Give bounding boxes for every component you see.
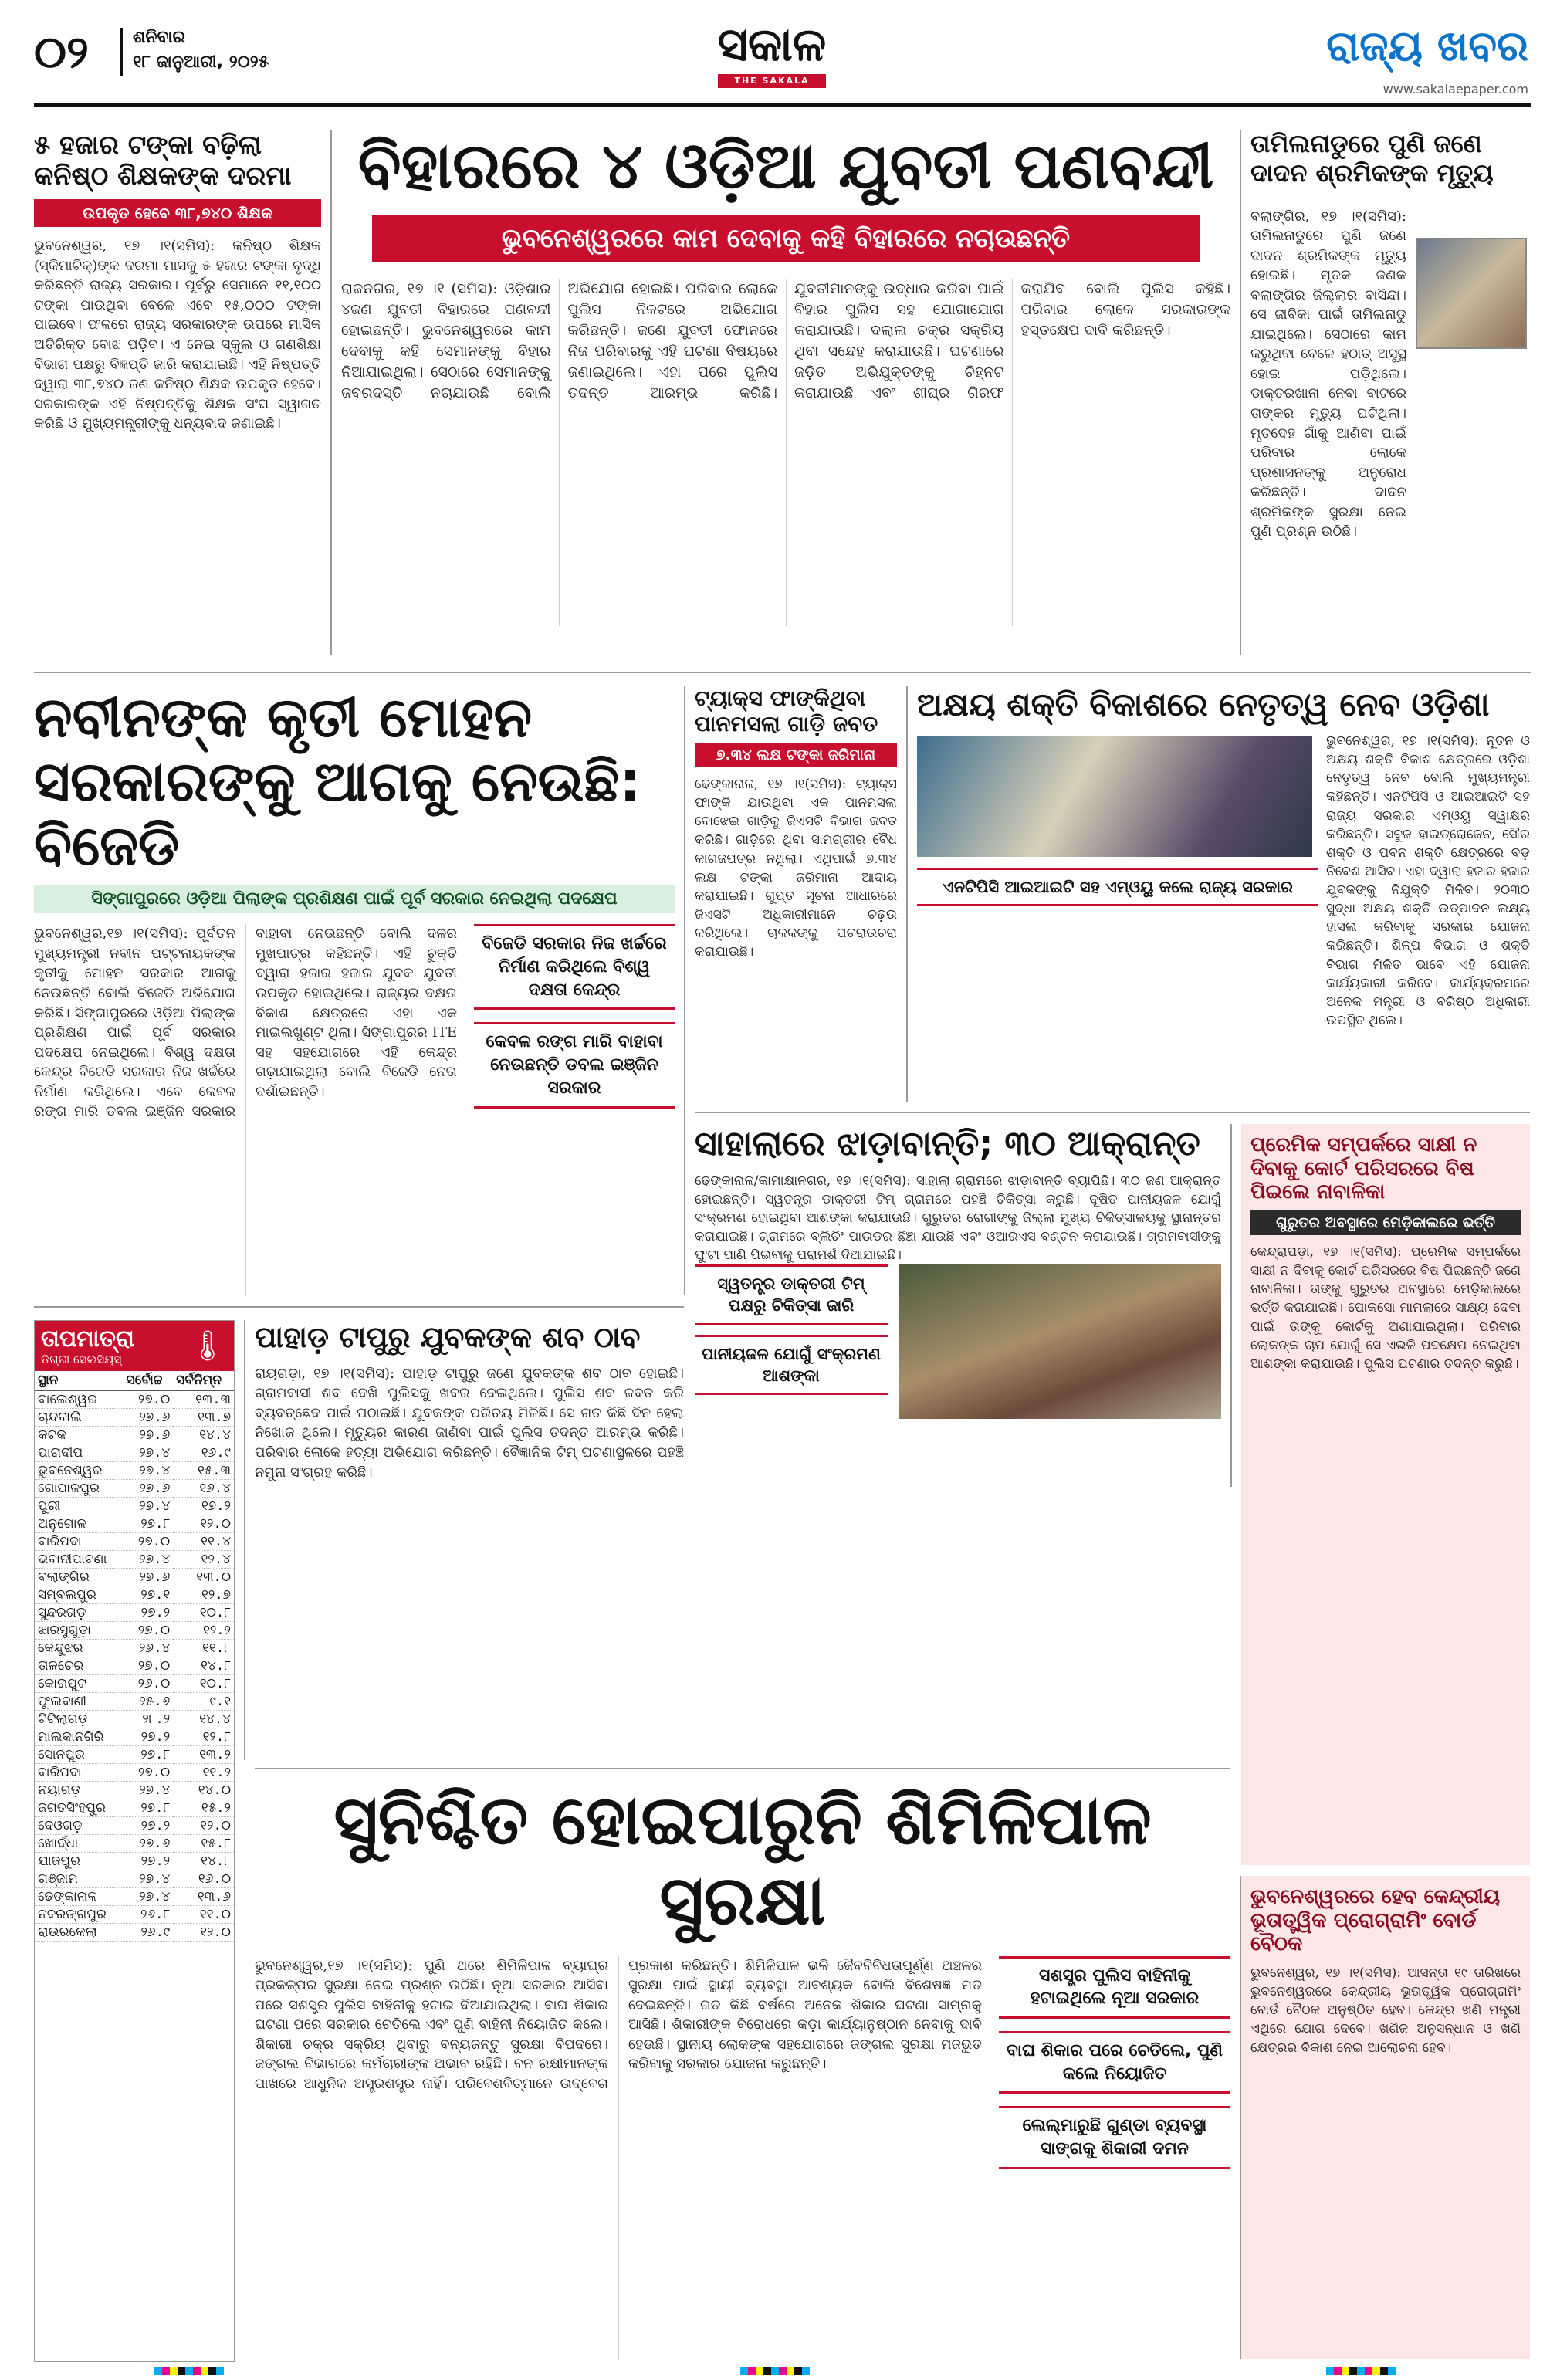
- min-cell: ୧୪.୮: [173, 1657, 234, 1675]
- place-cell: ବାଲେଶ୍ୱର: [35, 1390, 124, 1409]
- pullquote: କେବଳ ରଙ୍ଗ ମାରି ବାହାବା ନେଉଛନ୍ତି ଡବଲ ଇଞ୍ଜିନ ସରକାର: [474, 1022, 675, 1108]
- temperature-title: ତାପମାତ୍ରା: [41, 1325, 134, 1353]
- min-cell: ୧୩.୦: [173, 1569, 234, 1586]
- section-rule: [34, 1306, 684, 1308]
- place-cell: ଝାରସୁଗୁଡ଼ା: [35, 1622, 124, 1640]
- temperature-row: [35, 1640, 234, 1657]
- column-rule: [1240, 130, 1241, 655]
- section-rule: [255, 1768, 1230, 1769]
- max-cell: ୨୭.୬: [124, 1409, 174, 1427]
- column-rule: [244, 1320, 245, 1760]
- place-cell: ଭୁବନେଶ୍ୱର: [35, 1462, 124, 1480]
- place-cell: ବଲାଙ୍ଗିର: [35, 1569, 124, 1586]
- max-cell: ୨୭.୪: [124, 1462, 174, 1480]
- issue-day: ଶନିବାର: [133, 28, 186, 47]
- place-cell: ନବରଙ୍ଗପୁର: [35, 1906, 124, 1924]
- article-body: ଭୁବନେଶ୍ୱର,୧୭ ।୧(ସମିସ): ପୁଣି ଥରେ ଶିମିଳିପାଳ ବ୍ୟାଘ୍ର ପ୍ରକଳ୍ପର ସୁରକ୍ଷା ନେଇ ପ୍ରଶ୍ନ ଉଠିଛି। ନୂଆ ସରକାର ଆସିବା ପରେ ସଶସ୍ତ୍ର ପୁଲିସ ବାହିନୀକୁ ହଟାଇ ଦିଆଯାଇଥିଲା। ବାଘ ଶିକାର ଘଟଣା ପରେ ସରକାର ଚେତିଲେ ଏବଂ ପୁଣି ବାହିନୀ ନିୟୋଜିତ କଲେ। ଶିକାରୀ ଚକ୍ର ସକ୍ରିୟ ଥିବାରୁ ବନ୍ୟଜନ୍ତୁ ସୁରକ୍ଷା ବିପଦରେ। ଜଙ୍ଗଲ ବିଭାଗରେ କର୍ମଚାରୀଙ୍କ ଅଭାବ ରହିଛି। ବନ ରକ୍ଷୀମାନଙ୍କ ପାଖରେ ଆଧୁନିକ ଅସ୍ତ୍ରଶସ୍ତ୍ର ନାହିଁ। ପରିବେଶବିତ୍ମାନେ ଉଦ୍‌ବେଗ ପ୍ରକାଶ କରିଛନ୍ତି। ଶିମିଳିପାଳ ଭଳି ଜୈବବିବିଧତାପୂର୍ଣ୍ଣ ଅଞ୍ଚଳର ସୁରକ୍ଷା ପାଇଁ ସ୍ଥାୟୀ ବ୍ୟବସ୍ଥା ଆବଶ୍ୟକ ବୋଲି ବିଶେଷଜ୍ଞ ମତ ଦେଇଛନ୍ତି। ଗତ କିଛି ବର୍ଷରେ ଅନେକ ଶିକାର ଘଟଣା ସାମ୍ନାକୁ ଆସିଛି। ଶିକାରୀଙ୍କ ବିରୋଧରେ କଡ଼ା କାର୍ଯ୍ୟାନୁଷ୍ଠାନ ନେବାକୁ ଦାବି ହେଉଛି। ସ୍ଥାନୀୟ ଲୋକଙ୍କ ସହଯୋଗରେ ଜଙ୍ଗଲ ସୁରକ୍ଷା ମଜଭୁତ କରିବାକୁ ସରକାର ଯୋଜନା କରୁଛନ୍ତି।: [255, 1957, 982, 2092]
- headline: ପାହାଡ଼ ଟାପୁରୁ ଯୁବକଙ୍କ ଶବ ଠାବ: [255, 1320, 641, 1354]
- min-cell: ୧୨.୪: [173, 1551, 234, 1569]
- thermometer-icon: 🌡: [188, 1329, 226, 1363]
- place-cell: ତାଳଚେର: [35, 1657, 124, 1675]
- max-cell: ୨୬.୮: [124, 1906, 174, 1924]
- max-cell: ୨୭.୬: [124, 1569, 174, 1586]
- masthead-divider: [120, 28, 123, 76]
- headline: ପ୍ରେମିକ ସମ୍ପର୍କରେ ସାକ୍ଷୀ ନ ଦିବାକୁ କୋର୍ଟ ପରିସରରେ ବିଷ ପିଇଲେ ନାବାଳିକା: [1250, 1133, 1477, 1204]
- temperature-row: [35, 1498, 234, 1515]
- place-cell: ସୋନପୁର: [35, 1746, 124, 1764]
- min-cell: ୧୪.୮: [173, 1853, 234, 1870]
- temperature-row: [35, 1817, 234, 1835]
- temperature-row: [35, 1515, 234, 1533]
- max-cell: ୨୭.୪: [124, 1870, 174, 1888]
- pullquote: ସ୍ୱତନ୍ତ୍ର ଡାକ୍ତରୀ ଟିମ୍ ପକ୍ଷରୁ ଚିକିତ୍ସା ଜାରି: [695, 1264, 888, 1325]
- max-cell: ୨୭.୪: [124, 1498, 174, 1515]
- max-cell: ୨୭.୦: [124, 1533, 174, 1551]
- article-body: ଢେଙ୍କାନାଳ/କାମାକ୍ଷାନଗର, ୧୭ ।୧(ସମିସ): ସାହାଲା ଗ୍ରାମରେ ଝାଡ଼ାବାନ୍ତି ବ୍ୟାପିଛି। ୩୦ ଜଣ ଆକ୍ରାନ୍ତ ହୋଇଛନ୍ତି। ସ୍ୱତନ୍ତ୍ର ଡାକ୍ତରୀ ଟିମ୍ ଗ୍ରାମରେ ପହଞ୍ଚି ଚିକିତ୍ସା କରୁଛି। ଦୂଷିତ ପାନୀୟଜଳ ଯୋଗୁଁ ସଂକ୍ରମଣ ହୋଇଥିବା ଆଶଙ୍କା କରାଯାଉଛି। ଗୁରୁତର ରୋଗୀଙ୍କୁ ଜିଲ୍ଲା ମୁଖ୍ୟ ଚିକିତ୍ସାଳୟକୁ ସ୍ଥାନାନ୍ତର କରାଯାଇଛି। ଗ୍ରାମରେ ବ୍ଲିଚିଂ ପାଉଡର ଛିଞ୍ଚା ଯାଉଛି ଏବଂ ଓଆରଏସ ବଣ୍ଟନ କରାଯାଉଛି। ଗ୍ରାମବାସୀଙ୍କୁ ଫୁଟା ପାଣି ପିଇବାକୁ ପରାମର୍ଶ ଦିଆଯାଇଛି।: [695, 1173, 1221, 1264]
- column-rule: [906, 686, 908, 1102]
- column-rule: [684, 686, 685, 1295]
- place-cell: ଜଗତସିଂହପୁର: [35, 1799, 124, 1817]
- temperature-row: [35, 1835, 234, 1853]
- col-place: ସ୍ଥାନ: [35, 1371, 124, 1390]
- registration-marks: [0, 2367, 1550, 2379]
- max-cell: ୨୭.୪: [124, 1888, 174, 1906]
- min-cell: ୧୬.୪: [173, 1480, 234, 1498]
- max-cell: ୨୭.୧: [124, 1586, 174, 1604]
- max-cell: ୨୬.୯: [124, 1924, 174, 1942]
- max-cell: ୨୭.୬: [124, 1835, 174, 1853]
- temperature-row: [35, 1870, 234, 1888]
- min-cell: ୧୩.୭: [173, 1409, 234, 1427]
- min-cell: ୧୩.୬: [173, 1888, 234, 1906]
- temperature-row: [35, 1604, 234, 1622]
- story-teachers: [34, 130, 321, 655]
- place-cell: କଟକ: [35, 1427, 124, 1444]
- pullquote: ପାନୀୟଜଳ ଯୋଗୁଁ ସଂକ୍ରମଣ ଆଶଙ୍କା: [695, 1335, 888, 1396]
- temperature-header: [35, 1321, 234, 1371]
- strap: ୭.୩୪ ଲକ୍ଷ ଟଙ୍କା ଜରିମାନା: [695, 743, 897, 767]
- place-cell: ବାରିପଦା: [35, 1764, 124, 1782]
- temperature-row: [35, 1551, 234, 1569]
- min-cell: ୧୫.୨: [173, 1799, 234, 1817]
- strap: ଭୁବନେଶ୍ୱରରେ କାମ ଦେବାକୁ କହି ବିହାରରେ ନଚାଉଛନ୍ତି: [372, 215, 1200, 262]
- place-cell: ଗଞ୍ଜାମ: [35, 1870, 124, 1888]
- temperature-row: [35, 1462, 234, 1480]
- temperature-row: [35, 1693, 234, 1711]
- temperature-row: [35, 1764, 234, 1782]
- temperature-row: [35, 1799, 234, 1817]
- max-cell: ୨୭.୦: [124, 1657, 174, 1675]
- temperature-row: [35, 1746, 234, 1764]
- min-cell: ୧୨.୨: [173, 1622, 234, 1640]
- max-cell: ୨୬.୦: [124, 1675, 174, 1693]
- min-cell: ୧୧.୮: [173, 1640, 234, 1657]
- min-cell: ୯.୧: [173, 1693, 234, 1711]
- temperature-row: [35, 1390, 234, 1409]
- temperature-row: [35, 1853, 234, 1870]
- min-cell: ୧୨.୦: [173, 1515, 234, 1533]
- story-bjd: [34, 686, 675, 1295]
- place-cell: କେନ୍ଦୁଝର: [35, 1640, 124, 1657]
- max-cell: ୨୭.୨: [124, 1604, 174, 1622]
- pullquote: ବିଜେଡି ସରକାର ନିଜ ଖର୍ଚ୍ଚରେ ନିର୍ମାଣ କରିଥିଲେ ବିଶ୍ୱ ଦକ୍ଷତା କେନ୍ଦ୍ର: [474, 924, 675, 1010]
- headline: ଭୁବନେଶ୍ୱରରେ ହେବ କେନ୍ଦ୍ରୀୟ ଭୂତାତ୍ତ୍ୱିକ ପ୍ରୋଗ୍ରାମିଂ ବୋର୍ଡ ବୈଠକ: [1250, 1885, 1501, 1956]
- min-cell: ୧୨.୦: [173, 1924, 234, 1942]
- website-url[interactable]: www.sakalaepaper.com: [1382, 82, 1528, 96]
- event-photo: [917, 736, 1312, 857]
- place-cell: ପାରାଦୀପ: [35, 1444, 124, 1462]
- article-body: ବଲାଙ୍ଗିର, ୧୭ ।୧(ସମିସ): ତାମିଲନାଡୁରେ ପୁଣି ଜଣେ ଦାଦନ ଶ୍ରମିକଙ୍କ ମୃତ୍ୟୁ ହୋଇଛି। ମୃତକ ଜଣକ ବଲାଙ୍ଗିର ଜିଲ୍ଲାର ବାସିନ୍ଦା। ସେ ଜୀବିକା ପାଇଁ ତାମିଲନାଡୁ ଯାଇଥିଲେ। ସେଠାରେ କାମ କରୁଥିବା ବେଳେ ହଠାତ୍ ଅସୁସ୍ଥ ହୋଇ ପଡ଼ିଥିଲେ। ଡାକ୍ତରଖାନା ନେବା ବାଟରେ ତାଙ୍କର ମୃତ୍ୟୁ ଘଟିଥିଲା। ମୃତଦେହ ଗାଁକୁ ଆଣିବା ପାଇଁ ପରିବାର ଲୋକେ ପ୍ରଶାସନଙ୍କୁ ଅନୁରୋଧ କରିଛନ୍ତି। ଦାଦନ ଶ୍ରମିକଙ୍କ ସୁରକ୍ଷା ନେଇ ପୁଣି ପ୍ରଶ୍ନ ଉଠିଛି।: [1250, 208, 1406, 540]
- min-cell: ୧୧.୦: [173, 1906, 234, 1924]
- article-body: ରାଜନଗର, ୧୭ ।୧ (ସମିସ): ଓଡ଼ିଶାର ୪ଜଣ ଯୁବତୀ ବିହାରରେ ପଣବନ୍ଦୀ ହୋଇଛନ୍ତି। ଭୁବନେଶ୍ୱରରେ କାମ ଦେବାକୁ କହି ସେମାନଙ୍କୁ ବିହାର ନିଆଯାଇଥିଲା। ସେଠାରେ ସେମାନଙ୍କୁ ଜବରଦସ୍ତି ନଚାଯାଉଛି ବୋଲି ଅଭିଯୋଗ ହୋଇଛି। ପରିବାର ଲୋକେ ପୁଲିସ ନିକଟରେ ଅଭିଯୋଗ କରିଛନ୍ତି। ଜଣେ ଯୁବତୀ ଫୋନରେ ନିଜ ପରିବାରକୁ ଏହି ଘଟଣା ବିଷୟରେ ଜଣାଇଥିଲେ। ଏହା ପରେ ପୁଲିସ ତଦନ୍ତ ଆରମ୍ଭ କରିଛି। ଯୁବତୀମାନଙ୍କୁ ଉଦ୍ଧାର କରିବା ପାଇଁ ବିହାର ପୁଲିସ ସହ ଯୋଗାଯୋଗ କରାଯାଉଛି। ଦଲାଲ ଚକ୍ର ସକ୍ରିୟ ଥିବା ସନ୍ଦେହ କରାଯାଉଛି। ଘଟଣାରେ ଜଡ଼ିତ ଅଭିଯୁକ୍ତଙ୍କୁ ଚିହ୍ନଟ କରାଯାଉଛି ଏବଂ ଶୀଘ୍ର ଗିରଫ କରାଯିବ ବୋଲି ପୁଲିସ କହିଛି। ପରିବାର ଲୋକେ ସରକାରଙ୍କ ହସ୍ତକ୍ଷେପ ଦାବି କରିଛନ୍ତି।: [341, 279, 1230, 401]
- temperature-row: [35, 1533, 234, 1551]
- min-cell: ୧୪.୪: [173, 1711, 234, 1728]
- max-cell: ୨୬.୪: [124, 1640, 174, 1657]
- max-cell: ୨୭.୦: [124, 1622, 174, 1640]
- article-body: ଢେଙ୍କାନାଳ, ୧୭ ।୧(ସମିସ): ଟ୍ୟାକ୍ସ ଫାଙ୍କି ଯାଉଥିବା ଏକ ପାନମସଲା ବୋଝେଇ ଗାଡ଼ିକୁ ଜିଏସଟି ବିଭାଗ ଜବତ କରିଛି। ଗାଡ଼ିରେ ଥିବା ସାମଗ୍ରୀର ବୈଧ କାଗଜପତ୍ର ନଥିଲା। ଏଥିପାଇଁ ୭.୩୪ ଲକ୍ଷ ଟଙ୍କା ଜରିମାନା ଆଦାୟ କରାଯାଇଛି। ଗୁପ୍ତ ସୂଚନା ଆଧାରରେ ଜିଏସଟି ଅଧିକାରୀମାନେ ଚଢ଼ଉ କରିଥିଲେ। ଚାଳକଙ୍କୁ ପଚରାଉଚରା କରାଯାଉଛି।: [695, 777, 897, 960]
- pullquote: ସଶସ୍ତ୍ର ପୁଲିସ ବାହିନୀକୁ ହଟାଇଥିଲେ ନୂଆ ସରକାର: [999, 1956, 1230, 2019]
- place-cell: ଖୋର୍ଦ୍ଧା: [35, 1835, 124, 1853]
- headline: ସାହାଲାରେ ଝାଡ଼ାବାନ୍ତି; ୩୦ ଆକ୍ରାନ୍ତ: [695, 1124, 1200, 1163]
- place-cell: ବାରିପଦା: [35, 1533, 124, 1551]
- min-cell: ୧୪.୦: [173, 1782, 234, 1799]
- victim-photo: [1416, 238, 1527, 349]
- temperature-row: [35, 1480, 234, 1498]
- article-body: ଭୁବନେଶ୍ୱର,୧୭ ।୧(ସମିସ): ପୂର୍ବତନ ମୁଖ୍ୟମନ୍ତ୍ରୀ ନବୀନ ପଟ୍ଟନାୟକଙ୍କ କୃତୀକୁ ମୋହନ ସରକାର ଆଗକୁ ନେଉଛନ୍ତି ବୋଲି ବିଜେଡି ଅଭିଯୋଗ କରିଛି। ସିଙ୍ଗାପୁରରେ ଓଡ଼ିଆ ପିଲାଙ୍କ ପ୍ରଶିକ୍ଷଣ ପାଇଁ ପୂର୍ବ ସରକାର ପଦକ୍ଷେପ ନେଇଥିଲେ। ବିଶ୍ୱ ଦକ୍ଷତା କେନ୍ଦ୍ର ବିଜେଡି ସରକାର ନିଜ ଖର୍ଚ୍ଚରେ ନିର୍ମାଣ କରିଥିଲେ। ଏବେ କେବଳ ରଙ୍ଗ ମାରି ଡବଲ ଇଞ୍ଜିନ ସରକାର ବାହାବା ନେଉଛନ୍ତି ବୋଲି ଦଳର ମୁଖପାତ୍ର କହିଛନ୍ତି। ଏହି ଚୁକ୍ତି ଦ୍ୱାରା ହଜାର ହଜାର ଯୁବକ ଯୁବତୀ ଉପକୃତ ହୋଇଥିଲେ। ରାଜ୍ୟର ଦକ୍ଷତା ବିକାଶ କ୍ଷେତ୍ରରେ ଏହା ଏକ ମାଇଲଖୁଣ୍ଟ ଥିଲା। ସିଙ୍ଗାପୁରର ITE ସହ ସହଯୋଗରେ ଏହି କେନ୍ଦ୍ର ଗଢ଼ାଯାଇଥିଲା ବୋଲି ବିଜେଡି ନେତା ଦର୍ଶାଇଛନ୍ତି।: [34, 926, 457, 1120]
- newspaper-logo: ସକାଳ: [717, 18, 827, 72]
- article-body: ଭୁବନେଶ୍ୱର, ୧୭ ।୧(ସମିସ): ଆସନ୍ତା ୧୯ ତାରିଖରେ ଭୁବନେଶ୍ୱରରେ କେନ୍ଦ୍ରୀୟ ଭୂତାତ୍ତ୍ୱିକ ପ୍ରୋଗ୍ରାମିଂ ବୋର୍ଡ ବୈଠକ ଅନୁଷ୍ଠିତ ହେବ। କେନ୍ଦ୍ର ଖଣି ମନ୍ତ୍ରୀ ଏଥିରେ ଯୋଗ ଦେବେ। ଖଣିଜ ଅନୁସନ୍ଧାନ ଓ ଖଣି କ୍ଷେତ୍ରର ବିକାଶ ନେଇ ଆଲୋଚନା ହେବ।: [1250, 1965, 1521, 2056]
- article-body: ରାୟଗଡ଼ା, ୧୭ ।୧(ସମିସ): ପାହାଡ଼ ଟାପୁରୁ ଜଣେ ଯୁବକଙ୍କ ଶବ ଠାବ ହୋଇଛି। ଗ୍ରାମବାସୀ ଶବ ଦେଖି ପୁଲିସକୁ ଖବର ଦେଇଥିଲେ। ପୁଲିସ ଶବ ଜବତ କରି ବ୍ୟବଚ୍ଛେଦ ପାଇଁ ପଠାଇଛି। ଯୁବକଙ୍କ ପରିଚୟ ମିଳିଛି। ସେ ଗତ କିଛି ଦିନ ହେଲା ନିଖୋଜ ଥିଲେ। ମୃତ୍ୟୁର କାରଣ ଜାଣିବା ପାଇଁ ପୁଲିସ ତଦନ୍ତ ଆରମ୍ଭ କରିଛି। ପରିବାର ଲୋକେ ହତ୍ୟା ଅଭିଯୋଗ କରିଛନ୍ତି। ବୈଜ୍ଞାନିକ ଟିମ୍ ଘଟଣାସ୍ଥଳରେ ପହଞ୍ଚି ନମୁନା ସଂଗ୍ରହ କରିଛି।: [255, 1365, 684, 1481]
- min-cell: ୧୦.୮: [173, 1604, 234, 1622]
- max-cell: ୨୮.୨: [124, 1711, 174, 1728]
- place-cell: ଦେଓଗଡ଼: [35, 1817, 124, 1835]
- place-cell: ରାଉରକେଲା: [35, 1924, 124, 1942]
- page-number: ୦୨: [34, 25, 89, 78]
- masthead-rule: [34, 103, 1531, 107]
- article-body: ଭୁବନେଶ୍ୱର, ୧୭ ।୧(ସମିସ): କନିଷ୍ଠ ଶିକ୍ଷକ (ସ୍କିମାଟିକ୍)ଙ୍କ ଦରମା ମାସକୁ ୫ ହଜାର ଟଙ୍କା ବୃଦ୍ଧି କରିଛନ୍ତି ରାଜ୍ୟ ସରକାର। ପୂର୍ବରୁ ସେମାନେ ୧୧,୧୦୦ ଟଙ୍କା ପାଉଥିବା ବେଳେ ଏବେ ୧୫,୦୦୦ ଟଙ୍କା ପାଇବେ। ଫଳରେ ରାଜ୍ୟ ସରକାରଙ୍କ ଉପରେ ମାସିକ ଅତିରିକ୍ତ ବୋଝ ପଡ଼ିବ। ଏ ନେଇ ସ୍କୁଲ ଓ ଗଣଶିକ୍ଷା ବିଭାଗ ପକ୍ଷରୁ ବିଜ୍ଞପ୍ତି ଜାରି କରାଯାଇଛି। ଏହି ନିଷ୍ପତ୍ତି ଦ୍ୱାରା ୩୮,୭୪୦ ଜଣ କନିଷ୍ଠ ଶିକ୍ଷକ ଉପକୃତ ହେବେ। ସରକାରଙ୍କ ଏହି ନିଷ୍ପତ୍ତିକୁ ଶିକ୍ଷକ ସଂଘ ସ୍ୱାଗତ କରିଛି ଓ ମୁଖ୍ୟମନ୍ତ୍ରୀଙ୍କୁ ଧନ୍ୟବାଦ ଜଣାଇଛି।: [34, 238, 321, 432]
- max-cell: ୨୭.୮: [124, 1799, 174, 1817]
- temperature-row: [35, 1657, 234, 1675]
- place-cell: ଚାନ୍ଦବାଲି: [35, 1409, 124, 1427]
- place-cell: ଟିଟିଲାଗଡ଼: [35, 1711, 124, 1728]
- place-cell: ସମ୍ବଲପୁର: [35, 1586, 124, 1604]
- min-cell: ୧୦.୮: [173, 1675, 234, 1693]
- max-cell: ୨୭.୪: [124, 1551, 174, 1569]
- column-rule: [330, 130, 332, 655]
- story-board-meeting: [1241, 1876, 1530, 2359]
- max-cell: ୨୭.୪: [124, 1782, 174, 1799]
- headline: ଅକ୍ଷୟ ଶକ୍ତି ବିକାଶରେ ନେତୃତ୍ୱ ନେବ ଓଡ଼ିଶା: [917, 686, 1490, 723]
- story-tamilnadu: [1250, 130, 1530, 655]
- story-bihar: [341, 130, 1230, 655]
- column-rule: [1230, 1124, 1232, 1487]
- place-cell: ପୁରୀ: [35, 1498, 124, 1515]
- max-cell: ୨୭.୦: [124, 1764, 174, 1782]
- temperature-row: [35, 1711, 234, 1728]
- pullquote: ଏନଟିପିସି ଆଇଆଇଟି ସହ ଏମ୍ଓୟୁ କଲେ ରାଜ୍ୟ ସରକାର: [917, 868, 1318, 906]
- place-cell: ସୁନ୍ଦରଗଡ଼: [35, 1604, 124, 1622]
- strap: ଉପକୃତ ହେବେ ୩୮,୭୪୦ ଶିକ୍ଷକ: [34, 199, 321, 227]
- min-cell: ୧୨.୭: [173, 1586, 234, 1604]
- max-cell: ୨୭.୬: [124, 1480, 174, 1498]
- story-sahala: [695, 1124, 1221, 1487]
- strap: ସିଙ୍ଗାପୁରରେ ଓଡ଼ିଆ ପିଲାଙ୍କ ପ୍ରଶିକ୍ଷଣ ପାଇଁ ପୂର୍ବ ସରକାର ନେଇଥିଲା ପଦକ୍ଷେପ: [34, 885, 675, 913]
- col-max: ସର୍ବୋଚ୍ଚ: [124, 1371, 174, 1390]
- min-cell: ୧୬.୦: [173, 1870, 234, 1888]
- temperature-row: [35, 1782, 234, 1799]
- story-akshaya: [917, 686, 1530, 1102]
- min-cell: ୧୨.୦: [173, 1817, 234, 1835]
- temperature-row: [35, 1427, 234, 1444]
- headline: ବିହାରରେ ୪ ଓଡ଼ିଆ ଯୁବତୀ ପଣବନ୍ଦୀ: [357, 130, 1214, 203]
- story-pan-masala: [695, 686, 897, 1102]
- temperature-row: [35, 1622, 234, 1640]
- section-rule: [695, 1112, 1530, 1113]
- min-cell: ୧୩.୩: [173, 1390, 234, 1409]
- temperature-row: [35, 1906, 234, 1924]
- story-body-found: [255, 1320, 684, 1760]
- article-body: କେନ୍ଦ୍ରାପଡ଼ା, ୧୭ ।୧(ସମିସ): ପ୍ରେମିକ ସମ୍ପର୍କରେ ସାକ୍ଷୀ ନ ଦିବାକୁ କୋର୍ଟ ପରିସରରେ ବିଷ ପିଇଛନ୍ତି ଜଣେ ନାବାଳିକା। ତାଙ୍କୁ ଗୁରୁତର ଅବସ୍ଥାରେ ମେଡ଼ିକାଲରେ ଭର୍ତ୍ତି କରାଯାଇଛି। ପୋକସୋ ମାମଲାରେ ସାକ୍ଷ୍ୟ ଦେବା ପାଇଁ ତାଙ୍କୁ କୋର୍ଟକୁ ଅଣାଯାଇଥିଲା। ପରିବାର ଲୋକଙ୍କ ଚାପ ଯୋଗୁଁ ସେ ଏଭଳି ପଦକ୍ଷେପ ନେଇଥିବା ଆଶଙ୍କା କରାଯାଉଛି। ପୁଲିସ ଘଟଣାର ତଦନ୍ତ କରୁଛି।: [1250, 1244, 1521, 1372]
- max-cell: ୨୭.୨: [124, 1853, 174, 1870]
- temperature-row: [35, 1675, 234, 1693]
- max-cell: ୨୭.୬: [124, 1427, 174, 1444]
- medical-camp-photo: [899, 1264, 1221, 1419]
- headline: ସୁନିଶ୍ଚିତ ହୋଇପାରୁନି ଶିମିଳିପାଳ ସୁରକ୍ଷା: [333, 1780, 1152, 1940]
- pullquote: ବାଘ ଶିକାର ପରେ ଚେତିଲେ, ପୁଣି କଲେ ନିୟୋଜିତ: [999, 2031, 1230, 2094]
- place-cell: ଗୋପାଳପୁର: [35, 1480, 124, 1498]
- place-cell: ନୟାଗଡ଼: [35, 1782, 124, 1799]
- min-cell: ୧୫.୮: [173, 1835, 234, 1853]
- headline: ଟ୍ୟାକ୍ସ ଫାଙ୍କିଥିବା ପାନମସଲା ଗାଡ଼ି ଜବତ: [695, 686, 878, 737]
- min-cell: ୧୨.୮: [173, 1728, 234, 1746]
- temperature-row: [35, 1569, 234, 1586]
- place-cell: ମାଲକାନଗିରି: [35, 1728, 124, 1746]
- max-cell: ୨୭.୮: [124, 1515, 174, 1533]
- temperature-row: [35, 1444, 234, 1462]
- story-minor-girl: [1241, 1124, 1530, 1865]
- min-cell: ୧୫.୩: [173, 1462, 234, 1480]
- temperature-unit: ଡିଗ୍ରୀ ସେଲସିୟସ୍: [41, 1353, 122, 1366]
- issue-date: ୧୮ ଜାନୁଆରୀ, ୨୦୨୫: [133, 52, 269, 72]
- section-title: ରାଜ୍ୟ ଖବର: [1326, 22, 1528, 70]
- headline: ତାମିଲନାଡୁରେ ପୁଣି ଜଣେ ଦାଦନ ଶ୍ରମିକଙ୍କ ମୃତ୍ୟୁ: [1250, 130, 1494, 188]
- temperature-row: [35, 1409, 234, 1427]
- max-cell: ୨୭.୨: [124, 1817, 174, 1835]
- place-cell: ଯାଜପୁର: [35, 1853, 124, 1870]
- max-cell: ୨୭.୨: [124, 1728, 174, 1746]
- place-cell: ଢେଙ୍କାନାଳ: [35, 1888, 124, 1906]
- max-cell: ୨୭.୪: [124, 1444, 174, 1462]
- min-cell: ୧୭.୨: [173, 1498, 234, 1515]
- max-cell: ୨୫.୬: [124, 1693, 174, 1711]
- headline: ନବୀନଙ୍କ କୃତୀ ମୋହନ ସରକାରଙ୍କୁ ଆଗକୁ ନେଉଛି: ବିଜେଡି: [34, 686, 641, 878]
- temperature-row: [35, 1728, 234, 1746]
- min-cell: ୧୧.୨: [173, 1764, 234, 1782]
- place-cell: ଅନୁଗୋଳ: [35, 1515, 124, 1533]
- newspaper-logo-sub: THE SAKALA: [718, 74, 826, 88]
- section-rule: [34, 672, 1531, 673]
- max-cell: ୨୭.୮: [124, 1746, 174, 1764]
- article-body-side: ଭୁବନେଶ୍ୱର, ୧୭ ।୧(ସମିସ): ନୂତନ ଓ ଅକ୍ଷୟ ଶକ୍ତି ବିକାଶ କ୍ଷେତ୍ରରେ ଓଡ଼ିଶା ନେତୃତ୍ୱ ନେବ ବୋଲି ମୁଖ୍ୟମନ୍ତ୍ରୀ କହିଛନ୍ତି। ଏନଟିପିସି ଓ ଆଇଆଇଟି ସହ ରାଜ୍ୟ ସରକାର ଏମ୍ଓୟୁ ସ୍ୱାକ୍ଷର କରିଛନ୍ତି। ସବୁଜ ହାଇଡ୍ରୋଜେନ, ସୌର ଶକ୍ତି ଓ ପବନ ଶକ୍ତି କ୍ଷେତ୍ରରେ ବଡ଼ ନିବେଶ ଆସିବ। ଏହା ଦ୍ୱାରା ହଜାର ହଜାର ଯୁବକଙ୍କୁ ନିଯୁକ୍ତି ମିଳିବ। ୨୦୩୦ ସୁଦ୍ଧା ଅକ୍ଷୟ ଶକ୍ତି ଉତ୍ପାଦନ ଲକ୍ଷ୍ୟ ହାସଲ କରିବାକୁ ସରକାର ଯୋଜନା କରିଛନ୍ତି। ଶିଳ୍ପ ବିଭାଗ ଓ ଶକ୍ତି ବିଭାଗ ମିଳିତ ଭାବେ ଏହି ଯୋଜନା କାର୍ଯ୍ୟକାରୀ କରିବେ। କାର୍ଯ୍ୟକ୍ରମରେ ଅନେକ ମନ୍ତ୍ରୀ ଓ ବରିଷ୍ଠ ଅଧିକାରୀ ଉପସ୍ଥିତ ଥିଲେ।: [1326, 733, 1530, 1028]
- min-cell: ୧୧.୪: [173, 1533, 234, 1551]
- strap: ଗୁରୁତର ଅବସ୍ଥାରେ ମେଡ଼ିକାଲରେ ଭର୍ତ୍ତି: [1250, 1210, 1521, 1235]
- masthead: [0, 0, 1550, 116]
- max-cell: ୨୭.୦: [124, 1390, 174, 1409]
- temperature-row: [35, 1888, 234, 1906]
- min-cell: ୧୩.୨: [173, 1746, 234, 1764]
- min-cell: ୧୪.୪: [173, 1427, 234, 1444]
- place-cell: ଭବାନୀପାଟଣା: [35, 1551, 124, 1569]
- place-cell: କୋରାପୁଟ: [35, 1675, 124, 1693]
- temperature-row: [35, 1924, 234, 1942]
- pullquote: ଲେଲ୍ମାରୁଛି ଗୁଣ୍ଡା ବ୍ୟବସ୍ଥା ସାଙ୍ଗକୁ ଶିକାରୀ ଦମନ: [999, 2106, 1230, 2168]
- temperature-row: [35, 1586, 234, 1604]
- col-min: ସର୍ବନିମ୍ନ: [173, 1371, 234, 1390]
- story-simlipal: [255, 1780, 1230, 2359]
- temperature-grid: [35, 1371, 234, 1942]
- temperature-table: [34, 1320, 235, 2362]
- place-cell: ଫୁଲବାଣୀ: [35, 1693, 124, 1711]
- min-cell: ୧୬.୯: [173, 1444, 234, 1462]
- headline: ୫ ହଜାର ଟଙ୍କା ବଢ଼ିଲା କନିଷ୍ଠ ଶିକ୍ଷକଙ୍କ ଦରମା: [34, 130, 292, 192]
